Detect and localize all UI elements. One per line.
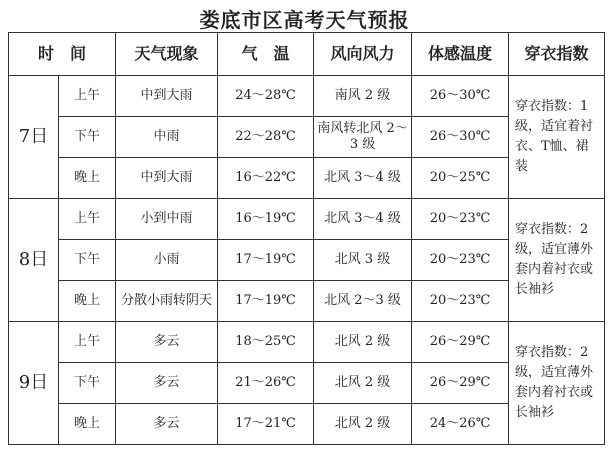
feels-like-cell: 24～26℃ <box>412 404 509 445</box>
feels-like-cell: 26～30℃ <box>412 76 509 117</box>
feels-like-cell: 20～23℃ <box>412 199 509 240</box>
period-label: 上午 <box>59 322 116 363</box>
feels-like-cell: 26～29℃ <box>412 322 509 363</box>
weather-cell: 小雨 <box>116 240 218 281</box>
temperature-cell: 18～25℃ <box>218 322 314 363</box>
temperature-cell: 22～28℃ <box>218 117 314 158</box>
wind-cell: 北风 3 级 <box>314 240 412 281</box>
feels-like-cell: 20～23℃ <box>412 281 509 322</box>
wind-cell: 北风 3～4 级 <box>314 158 412 199</box>
wind-cell: 北风 3～4 级 <box>314 199 412 240</box>
feels-like-cell: 26～30℃ <box>412 117 509 158</box>
table-row <box>9 199 605 240</box>
feels-like-cell: 20～25℃ <box>412 158 509 199</box>
temperature-cell: 21～26℃ <box>218 363 314 404</box>
period-label: 上午 <box>59 76 116 117</box>
header-weather: 天气现象 <box>116 33 218 76</box>
header-dress-index: 穿衣指数 <box>509 33 605 76</box>
wind-cell: 南风转北风 2～3 级 <box>314 117 412 158</box>
dress-index-cell: 穿衣指数：1级，适宜着衬衣、T恤、裙装 <box>509 76 605 199</box>
weather-cell: 小到中雨 <box>116 199 218 240</box>
wind-cell: 北风 2 级 <box>314 404 412 445</box>
wind-cell: 南风 2 级 <box>314 76 412 117</box>
period-label: 晚上 <box>59 158 116 199</box>
day-label: 8日 <box>9 199 59 322</box>
day-label: 9日 <box>9 322 59 445</box>
feels-like-cell: 26～29℃ <box>412 363 509 404</box>
feels-like-cell: 20～23℃ <box>412 240 509 281</box>
dress-index-cell: 穿衣指数：2级，适宜薄外套内着衬衣或长袖衫 <box>509 199 605 322</box>
weather-cell: 中到大雨 <box>116 76 218 117</box>
header-row <box>9 33 605 76</box>
page-title: 娄底市区高考天气预报 <box>199 8 410 32</box>
wind-cell: 北风 2～3 级 <box>314 281 412 322</box>
weather-cell: 多云 <box>116 322 218 363</box>
period-label: 下午 <box>59 240 116 281</box>
day-label: 7日 <box>9 76 59 199</box>
temperature-cell: 17～21℃ <box>218 404 314 445</box>
period-label: 晚上 <box>59 404 116 445</box>
header-time: 时 间 <box>9 33 116 76</box>
period-label: 下午 <box>59 363 116 404</box>
temperature-cell: 17～19℃ <box>218 281 314 322</box>
table-row <box>9 76 605 117</box>
period-label: 晚上 <box>59 281 116 322</box>
dress-index-cell: 穿衣指数：2级，适宜薄外套内着衬衣或长袖衫 <box>509 322 605 445</box>
wind-cell: 北风 2 级 <box>314 322 412 363</box>
temperature-cell: 24～28℃ <box>218 76 314 117</box>
weather-cell: 分散小雨转阴天 <box>116 281 218 322</box>
table-row <box>9 322 605 363</box>
temperature-cell: 16～22℃ <box>218 158 314 199</box>
weather-cell: 多云 <box>116 363 218 404</box>
header-temperature: 气 温 <box>218 33 314 76</box>
weather-forecast-table <box>8 32 605 445</box>
weather-cell: 中到大雨 <box>116 158 218 199</box>
temperature-cell: 17～19℃ <box>218 240 314 281</box>
header-wind: 风向风力 <box>314 33 412 76</box>
weather-cell: 中雨 <box>116 117 218 158</box>
wind-cell: 北风 2 级 <box>314 363 412 404</box>
period-label: 下午 <box>59 117 116 158</box>
header-feels-like: 体感温度 <box>412 33 509 76</box>
weather-cell: 多云 <box>116 404 218 445</box>
period-label: 上午 <box>59 199 116 240</box>
temperature-cell: 16～19℃ <box>218 199 314 240</box>
